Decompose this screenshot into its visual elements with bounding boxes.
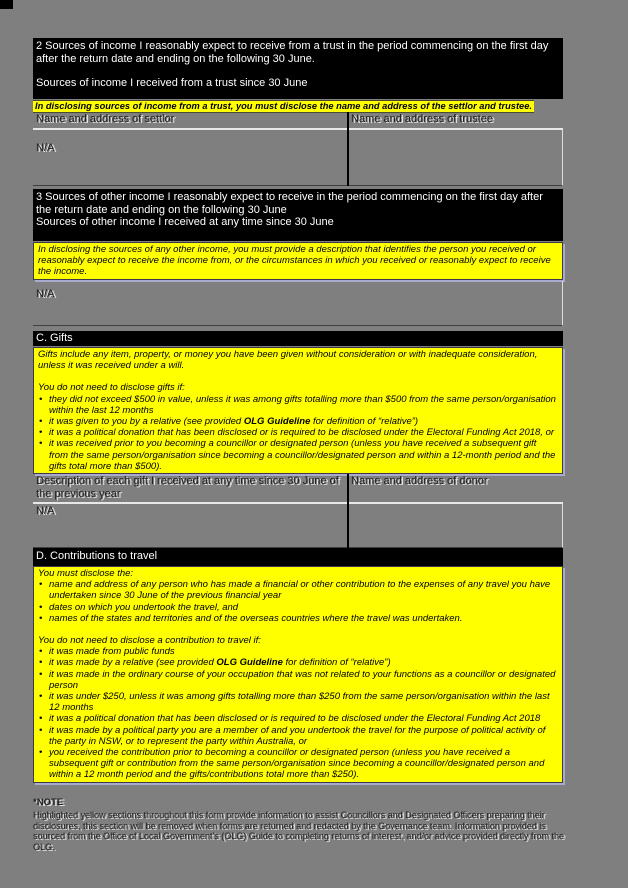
gifts-rule-list [38, 394, 558, 472]
section-other-income-heading: 3 Sources of other income I reasonably expect to receive in the period commencing on the first day after the return date and ending on the following 30 June [36, 191, 543, 216]
travel-rule-list [38, 646, 558, 780]
gifts-donor-column-header: Name and address of donor [351, 475, 488, 487]
blank-line [38, 624, 558, 635]
gifts-table-body-row [33, 504, 563, 548]
section-other-income-subheading: Sources of other income I received at any time since 30 June [36, 216, 334, 228]
travel-must-heading: You must disclose the: [38, 568, 134, 579]
gifts-rule-item: • it was given to you by a relative (see provided OLG Guideline for definition of “relative”) [38, 416, 558, 427]
gifts-description-column-header: Description of each gift I received at any time since 30 June of the previous year [36, 475, 339, 500]
travel-must-item: • dates on which you undertook the travel, and [38, 602, 558, 613]
travel-rule-item: • it was a political donation that has been disclosed or is required to be disclosed under the Electoral Funding Act 2018 [38, 713, 558, 724]
gifts-rule-heading: You do not need to disclose gifts if: [38, 382, 185, 394]
travel-guidance-highlight [33, 566, 563, 783]
blank-line [38, 371, 558, 382]
gifts-guidance-highlight [33, 347, 563, 474]
gifts-rule-item: • it was a political donation that has been disclosed or is required to be disclosed under the Electoral Funding Act 2018, or [38, 427, 558, 438]
footnote-body: Highlighted yellow sections throughout this form provide information to assist Councillors and Designated Officers preparing their disclosures, this section will be removed when forms are returned and redacted by the Governance team. Information provided is sourced from the Office of Local Government’s (OLG) Guide to completing returns of interest, and/or advice provided directly from the OLG. [33, 810, 564, 852]
corner-black-square [0, 0, 13, 9]
other-income-value-area[interactable] [33, 281, 563, 326]
section-trust-header [33, 38, 563, 99]
travel-must-list [38, 579, 558, 624]
travel-rule-item: • it was made in the ordinary course of your occupation that was not related to your functions as a councillor or designated person [38, 669, 558, 691]
section-travel-heading: D. Contributions to travel [36, 550, 158, 562]
gifts-rule-item: • it was received prior to you becoming a councillor or designated person (unless you have received a subsequent gift from the same person/organisation since becoming a councillor/designated person and within a 12-month period and the gifts total more than $500). [38, 438, 558, 472]
section-gifts-heading: C. Gifts [36, 332, 73, 344]
trust-settlor-column-header: Name and address of settlor [36, 113, 175, 125]
trust-table-body-row [33, 130, 563, 186]
trust-table [33, 112, 563, 186]
trust-note-text: In disclosing sources of income from a trust, you must disclose the name and address of the settlor and trustee. [35, 101, 532, 111]
trust-column-divider [347, 112, 349, 186]
travel-rule-heading: You do not need to disclose a contribution to travel if: [38, 635, 261, 647]
section-gifts-header [33, 331, 563, 346]
travel-rule-item: • it was under $250, unless it was among gifts totalling more than $250 from the same person/organisation within the last 12 months [38, 691, 558, 713]
other-income-note-highlight [33, 242, 563, 280]
travel-must-item: • name and address of any person who has made a financial or other contribution to the expenses of any travel you have undertaken since 30 June of the previous financial year [38, 579, 558, 601]
footnote-title: *NOTE [33, 797, 64, 808]
gifts-donor-value-cell[interactable] [348, 504, 562, 547]
travel-rule-item: • it was made from public funds [38, 646, 558, 657]
trust-settlor-value-cell[interactable]: N/A [36, 142, 55, 154]
gifts-rule-item: • they did not exceed $500 in value, unless it was among gifts totalling more than $500 from the same person/organisation within the last 12 months [38, 394, 558, 416]
footnote [33, 797, 567, 852]
gifts-table-header-row [33, 474, 563, 504]
travel-rule-item: • you received the contribution prior to becoming a councillor or designated person (unless you have received a subsequent gift or contribution from the same person/organisation since becoming a councillor/designated person and within a 12 month period and the gifts/contributions total more than $250). [38, 747, 558, 781]
section-trust-heading: 2 Sources of income I reasonably expect to receive from a trust in the period commencing on the first day after the return date and ending on the following 30 June. [36, 40, 549, 65]
travel-rule-item: • it was made by a relative (see provided OLG Guideline for definition of “relative”) [38, 657, 558, 668]
gifts-description-value-cell[interactable]: N/A [36, 505, 55, 517]
gifts-table [33, 474, 563, 548]
section-travel-header [33, 548, 563, 566]
trust-table-header-row [33, 112, 563, 130]
other-income-value: N/A [36, 288, 55, 300]
other-income-note-text: In disclosing the sources of any other income, you must provide a description that identifies the person you received or reasonably expect to receive the income from, or the circumstances in which you received or reasonably expect to receive the income. [38, 244, 551, 278]
travel-rule-item: • it was made by a political party you are a member of and you undertook the travel for the purpose of political activity of the party in NSW, or to represent the party within Australia, or [38, 725, 558, 747]
gifts-intro-text: Gifts include any item, property, or money you have been given without consideration or with inadequate consideration, unless it was received under a will. [38, 349, 538, 372]
trust-trustee-value-cell[interactable] [348, 130, 562, 185]
olg-guideline-emphasis: OLG Guideline [243, 416, 311, 428]
section-trust-subheading: Sources of income I received from a trust since 30 June [36, 77, 308, 89]
gifts-column-divider [347, 474, 349, 548]
olg-guideline-emphasis: OLG Guideline [216, 657, 283, 669]
trust-trustee-column-header: Name and address of trustee [351, 113, 493, 125]
section-other-income-header [33, 189, 563, 241]
travel-must-item: • names of the states and territories and of the overseas countries where the travel was undertaken. [38, 613, 558, 624]
